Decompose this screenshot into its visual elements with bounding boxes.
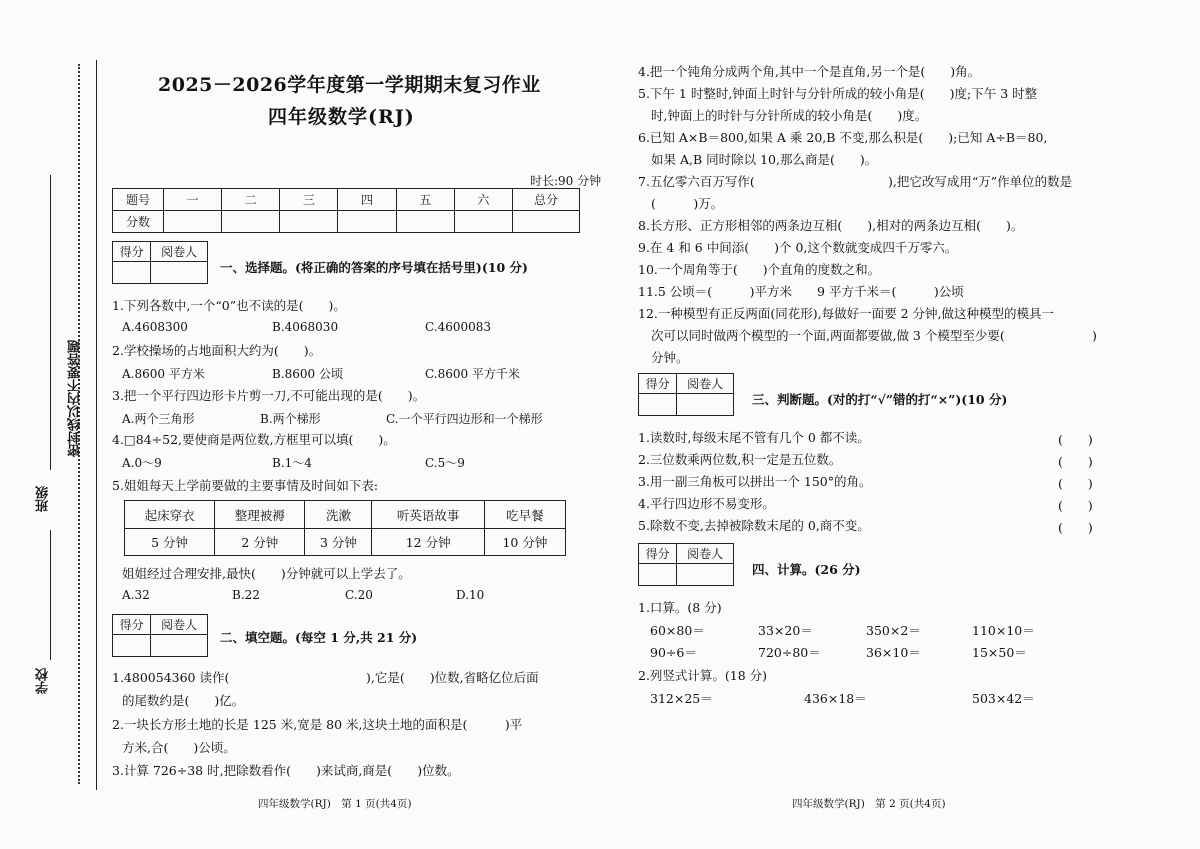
question: 6.已知 A×B＝800,如果 A 乘 20,B 不变,那么积是( );已知 A÷B＝80, bbox=[638, 130, 1048, 145]
grader-box bbox=[638, 373, 734, 416]
option: C.8600 平方千米 bbox=[425, 367, 520, 381]
oral-problem: 60×80＝ bbox=[650, 623, 705, 638]
grader-name-cell[interactable] bbox=[677, 394, 734, 416]
grader-name-label: 阅卷人 bbox=[151, 242, 208, 262]
score-input-cell[interactable] bbox=[222, 211, 280, 233]
subsection-title: 1.口算。(8 分) bbox=[638, 600, 722, 615]
option: B.两个梯形 bbox=[260, 412, 321, 426]
section2-heading: 二、填空题。(每空 1 分,共 21 分) bbox=[220, 630, 418, 645]
option: A.8600 平方米 bbox=[122, 367, 205, 381]
option: C.4600083 bbox=[425, 320, 492, 334]
question: 3.把一个平行四边形卡片剪一刀,不可能出现的是( )。 bbox=[112, 388, 426, 403]
page-footer: 四年级数学(RJ) 第 1 页(共4页) bbox=[258, 798, 412, 810]
question: 5.下午 1 时整时,钟面上时针与分针所成的较小角是( )度;下午 3 时整 bbox=[638, 86, 1038, 101]
score-table-cell: 五 bbox=[396, 189, 454, 211]
grader-box bbox=[112, 614, 208, 657]
time-table-head: 整理被褥 bbox=[215, 501, 305, 529]
question: ( )万。 bbox=[651, 196, 724, 211]
question: 时,钟面上的时针与分针所成的较小角是( )度。 bbox=[651, 108, 928, 123]
question: 9.在 4 和 6 中间添( )个 0,这个数就变成四千万零六。 bbox=[638, 240, 958, 255]
seal-warning: 密封线以内不要答题 bbox=[68, 340, 83, 457]
option: C.20 bbox=[345, 588, 373, 602]
question: 4.□84÷52,要使商是两位数,方框里可以填( )。 bbox=[112, 432, 396, 447]
exam-title: 2025－2026学年度第一学期期末复习作业 bbox=[158, 74, 541, 96]
option: A.两个三角形 bbox=[122, 412, 195, 426]
grader-score-label: 得分 bbox=[639, 374, 677, 394]
binding-strip bbox=[0, 0, 100, 849]
time-table-head: 洗漱 bbox=[305, 501, 372, 529]
vertical-problem: 503×42＝ bbox=[972, 691, 1035, 706]
grader-score-label: 得分 bbox=[639, 544, 677, 564]
oral-problem: 350×2＝ bbox=[866, 623, 921, 638]
option: A.32 bbox=[122, 588, 150, 602]
time-table-cell: 10 分钟 bbox=[484, 529, 565, 556]
answer-paren[interactable]: ( ) bbox=[1058, 476, 1093, 491]
grader-name-cell[interactable] bbox=[151, 262, 208, 284]
question: 5.姐姐每天上学前要做的主要事情及时间如下表: bbox=[112, 478, 379, 493]
question: 7.五亿零六百万写作( bbox=[638, 174, 755, 189]
question: 方米,合( )公顷。 bbox=[122, 740, 236, 755]
judgment-item: 1.读数时,每级末尾不管有几个 0 都不读。 bbox=[638, 430, 870, 445]
score-table-cell: 三 bbox=[280, 189, 338, 211]
grader-box bbox=[638, 543, 734, 586]
answer-paren[interactable]: ( ) bbox=[1058, 454, 1093, 469]
question: 1.480054360 读作( bbox=[112, 670, 230, 685]
question: 如果 A,B 同时除以 10,那么商是( )。 bbox=[651, 152, 878, 167]
page-footer: 四年级数学(RJ) 第 2 页(共4页) bbox=[792, 798, 946, 810]
margin-rule bbox=[96, 60, 97, 790]
option: A.4608300 bbox=[122, 320, 188, 334]
grader-name-label: 阅卷人 bbox=[151, 615, 208, 635]
grader-name-label: 阅卷人 bbox=[677, 544, 734, 564]
oral-problem: 720÷80＝ bbox=[758, 645, 821, 660]
vertical-problem: 312×25＝ bbox=[650, 691, 713, 706]
question-text: 姐姐经过合理安排,最快( )分钟就可以上学去了。 bbox=[122, 566, 411, 581]
option: B.1～4 bbox=[272, 456, 312, 470]
school-label: 学校 bbox=[36, 668, 51, 694]
oral-problem: 15×50＝ bbox=[972, 645, 1027, 660]
time-table-head: 吃早餐 bbox=[484, 501, 565, 529]
question: ),它是( )位数,省略亿位后面 bbox=[366, 670, 539, 685]
school-underline bbox=[50, 530, 51, 660]
question: 2.学校操场的占地面积大约为( )。 bbox=[112, 343, 322, 358]
question: 2.一块长方形土地的长是 125 米,宽是 80 米,这块土地的面积是( )平 bbox=[112, 717, 523, 732]
answer-paren-close: ) bbox=[1092, 328, 1097, 343]
question: 12.一种模型有正反两面(同花形),每做好一面要 2 分钟,做这种模型的模具一 bbox=[638, 306, 1054, 321]
answer-paren[interactable]: ( ) bbox=[1058, 498, 1093, 513]
judgment-item: 2.三位数乘两位数,积一定是五位数。 bbox=[638, 452, 842, 467]
subsection-title: 2.列竖式计算。(18 分) bbox=[638, 668, 768, 683]
judgment-item: 4.平行四边形不易变形。 bbox=[638, 496, 775, 511]
answer-paren[interactable]: ( ) bbox=[1058, 432, 1093, 447]
score-table-cell: 四 bbox=[338, 189, 396, 211]
time-table bbox=[124, 500, 566, 556]
question: 分钟。 bbox=[651, 350, 689, 365]
time-table-cell: 12 分钟 bbox=[372, 529, 484, 556]
oral-problem: 90÷6＝ bbox=[650, 645, 697, 660]
time-table-head: 起床穿衣 bbox=[125, 501, 215, 529]
question: 1.下列各数中,一个“0”也不读的是( )。 bbox=[112, 298, 346, 313]
question: 11.5 公顷＝( )平方米 9 平方千米＝( )公顷 bbox=[638, 284, 964, 299]
option: B.4068030 bbox=[272, 320, 339, 334]
grader-score-cell[interactable] bbox=[113, 262, 151, 284]
time-table-cell: 2 分钟 bbox=[215, 529, 305, 556]
score-table-cell: 分数 bbox=[113, 211, 164, 233]
question: 的尾数约是( )亿。 bbox=[122, 693, 245, 708]
score-input-cell[interactable] bbox=[513, 211, 580, 233]
score-table-cell: 二 bbox=[222, 189, 280, 211]
question: 8.长方形、正方形相邻的两条边互相( ),相对的两条边互相( )。 bbox=[638, 218, 1024, 233]
grader-name-label: 阅卷人 bbox=[677, 374, 734, 394]
oral-problem: 110×10＝ bbox=[972, 623, 1035, 638]
score-input-cell[interactable] bbox=[396, 211, 454, 233]
score-input-cell[interactable] bbox=[164, 211, 222, 233]
option: C.5～9 bbox=[425, 456, 465, 470]
grader-score-cell[interactable] bbox=[639, 564, 677, 586]
grader-score-cell[interactable] bbox=[113, 635, 151, 657]
score-input-cell[interactable] bbox=[454, 211, 512, 233]
grader-name-cell[interactable] bbox=[151, 635, 208, 657]
time-table-cell: 5 分钟 bbox=[125, 529, 215, 556]
score-table-cell: 一 bbox=[164, 189, 222, 211]
class-label: 班级 bbox=[36, 486, 51, 512]
score-table-cell: 总分 bbox=[513, 189, 580, 211]
section3-heading: 三、判断题。(对的打“√”错的打“×”)(10 分) bbox=[752, 392, 1008, 407]
vertical-problem: 436×18＝ bbox=[804, 691, 867, 706]
oral-problem: 36×10＝ bbox=[866, 645, 921, 660]
grader-score-label: 得分 bbox=[113, 242, 151, 262]
grader-score-cell[interactable] bbox=[639, 394, 677, 416]
time-table-head: 听英语故事 bbox=[372, 501, 484, 529]
score-table-cell: 六 bbox=[454, 189, 512, 211]
option: B.8600 公顷 bbox=[272, 367, 343, 381]
option: D.10 bbox=[456, 588, 485, 602]
question: 4.把一个钝角分成两个角,其中一个是直角,另一个是( )角。 bbox=[638, 64, 981, 79]
judgment-item: 5.除数不变,去掉被除数末尾的 0,商不变。 bbox=[638, 518, 870, 533]
section4-heading: 四、计算。(26 分) bbox=[752, 562, 861, 577]
score-input-cell[interactable] bbox=[338, 211, 396, 233]
score-table bbox=[112, 188, 580, 233]
option: C.一个平行四边形和一个梯形 bbox=[386, 412, 543, 426]
score-table-cell: 题号 bbox=[113, 189, 164, 211]
option: A.0～9 bbox=[122, 456, 162, 470]
section1-heading: 一、选择题。(将正确的答案的序号填在括号里)(10 分) bbox=[220, 260, 528, 275]
answer-paren[interactable]: ( ) bbox=[1058, 520, 1093, 535]
option: B.22 bbox=[232, 588, 260, 602]
grader-score-label: 得分 bbox=[113, 615, 151, 635]
grader-name-cell[interactable] bbox=[677, 564, 734, 586]
time-table-cell: 3 分钟 bbox=[305, 529, 372, 556]
question: 3.计算 726÷38 时,把除数看作( )来试商,商是( )位数。 bbox=[112, 763, 460, 778]
score-input-cell[interactable] bbox=[280, 211, 338, 233]
class-underline bbox=[50, 175, 51, 470]
question: 10.一个周角等于( )个直角的度数之和。 bbox=[638, 262, 881, 277]
exam-duration: 时长:90 分钟 bbox=[530, 174, 602, 188]
question: ),把它改写成用“万”作单位的数是 bbox=[888, 174, 1073, 189]
oral-problem: 33×20＝ bbox=[758, 623, 813, 638]
judgment-item: 3.用一副三角板可以拼出一个 150°的角。 bbox=[638, 474, 872, 489]
question: 次可以同时做两个模型的一个面,两面都要做,做 3 个模型至少要( bbox=[651, 328, 1005, 343]
grader-box bbox=[112, 241, 208, 284]
exam-subtitle: 四年级数学(RJ) bbox=[268, 106, 415, 128]
